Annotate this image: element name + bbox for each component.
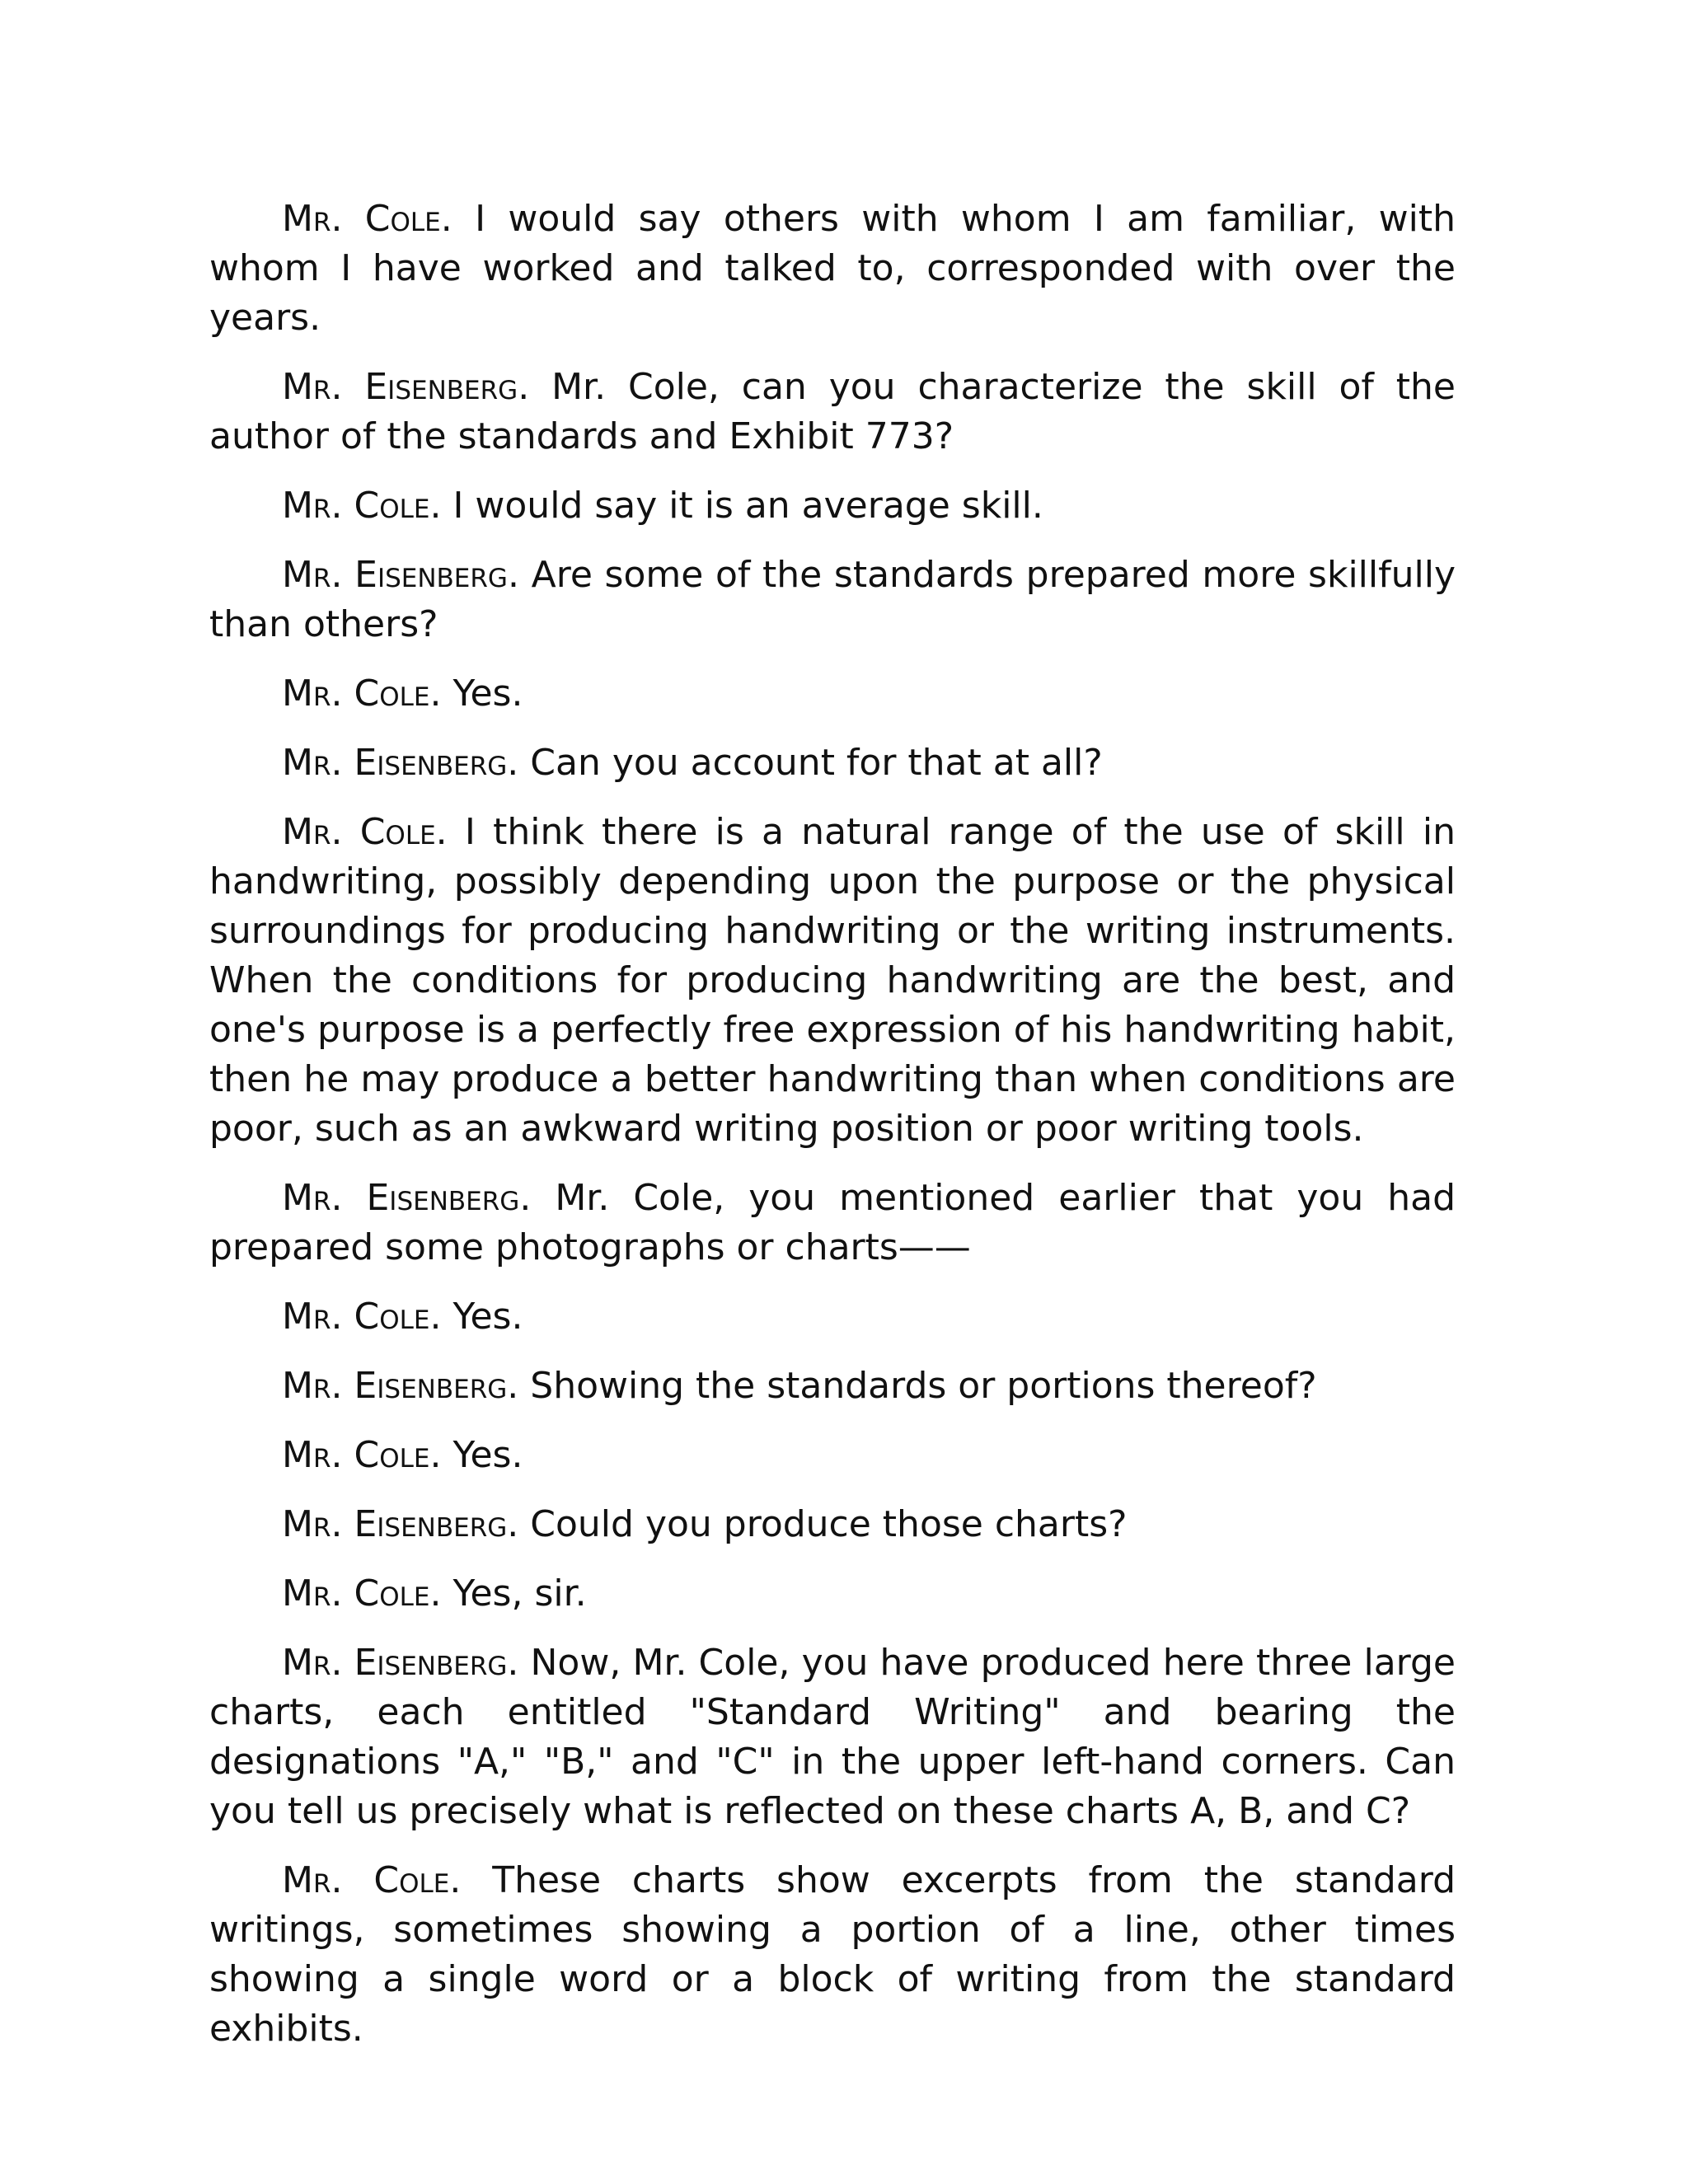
paragraph-text: Yes. xyxy=(441,1434,523,1476)
paragraph-text: I would say others with whom I am familiar, with whom I have worked and talked to, corresponded with over the years. xyxy=(209,198,1456,339)
paragraph-text: Can you account for that at all? xyxy=(518,742,1103,784)
paragraph-text: Now, Mr. Cole, you have produced here three large charts, each entitled "Standard Writing" and bearing the designations "A," "B," and "C" in the upper left-hand corners. Can you tell us precisely what is reflected on these charts A, B, and C? xyxy=(209,1642,1456,1832)
transcript-paragraph xyxy=(209,1174,1456,1272)
transcript-paragraph xyxy=(209,738,1456,788)
transcript-paragraph xyxy=(209,1856,1456,2054)
paragraph-text: Yes. xyxy=(441,673,523,715)
paragraph-text: Yes. xyxy=(441,1296,523,1338)
transcript-paragraph xyxy=(209,1431,1456,1480)
speaker-name: Mr. Eisenberg. xyxy=(282,742,519,784)
speaker-name: Mr. Eisenberg. xyxy=(282,1177,532,1219)
paragraph-text: I would say it is an average skill. xyxy=(441,485,1043,527)
paragraph-text: Are some of the standards prepared more skillfully than others? xyxy=(209,554,1456,645)
transcript-paragraph xyxy=(209,551,1456,649)
transcript-page xyxy=(209,194,1456,2074)
speaker-name: Mr. Eisenberg. xyxy=(282,1503,519,1545)
speaker-name: Mr. Eisenberg. xyxy=(282,554,519,596)
transcript-paragraph xyxy=(209,1361,1456,1411)
speaker-name: Mr. Cole. xyxy=(282,673,442,715)
speaker-name: Mr. Cole. xyxy=(282,485,442,527)
speaker-name: Mr. Eisenberg. xyxy=(282,1642,519,1684)
speaker-name: Mr. Cole. xyxy=(282,198,452,240)
transcript-paragraph xyxy=(209,1569,1456,1619)
speaker-name: Mr. Cole. xyxy=(282,1296,442,1338)
speaker-name: Mr. Eisenberg. xyxy=(282,1365,519,1407)
paragraph-text: Could you produce those charts? xyxy=(518,1503,1128,1545)
paragraph-text: Showing the standards or portions thereof? xyxy=(518,1365,1317,1407)
paragraph-text: Mr. Cole, you mentioned earlier that you had prepared some photographs or charts—— xyxy=(209,1177,1456,1268)
speaker-name: Mr. Cole. xyxy=(282,811,448,853)
speaker-name: Mr. Eisenberg. xyxy=(282,366,530,408)
transcript-paragraph xyxy=(209,481,1456,531)
paragraph-text: These charts show excerpts from the standard writings, sometimes showing a portion of a line, other times showing a single word or a block of writing from the standard exhibits. xyxy=(209,1859,1456,2050)
transcript-paragraph xyxy=(209,1500,1456,1549)
transcript-paragraph xyxy=(209,669,1456,719)
transcript-paragraph xyxy=(209,194,1456,343)
paragraph-text: I think there is a natural range of the use of skill in handwriting, possibly depending upon the purpose or the physical surroundings for producing handwriting or the writing instruments. When the conditions for producing handwriting are the best, and one's purpose is a perfectly free expression of his handwriting habit, then he may produce a better handwriting than when conditions are poor, such as an awkward writing position or poor writing tools. xyxy=(209,811,1456,1150)
transcript-paragraph xyxy=(209,1638,1456,1836)
speaker-name: Mr. Cole. xyxy=(282,1572,442,1615)
speaker-name: Mr. Cole. xyxy=(282,1859,462,1901)
transcript-paragraph xyxy=(209,363,1456,462)
paragraph-text: Mr. Cole, can you characterize the skill of the author of the standards and Exhibit 773? xyxy=(209,366,1456,457)
transcript-paragraph xyxy=(209,808,1456,1154)
paragraph-text: Yes, sir. xyxy=(441,1572,587,1615)
transcript-paragraph xyxy=(209,1292,1456,1342)
speaker-name: Mr. Cole. xyxy=(282,1434,442,1476)
